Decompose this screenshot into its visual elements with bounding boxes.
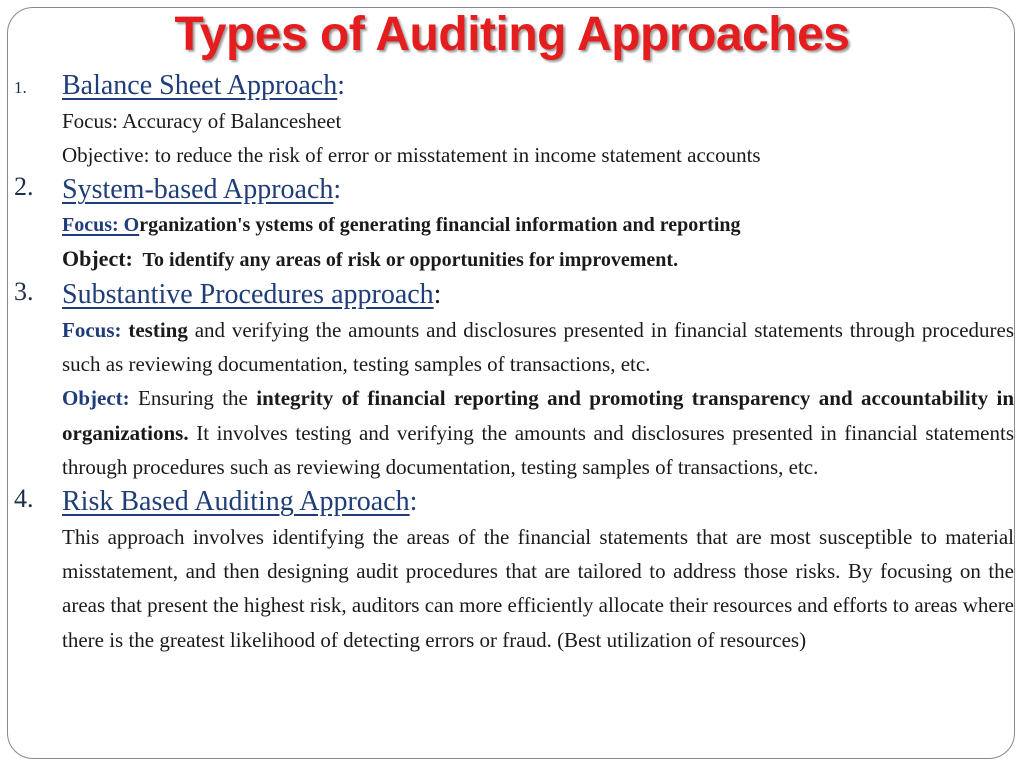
heading-colon: : [333, 174, 342, 205]
heading-colon: : [409, 486, 418, 518]
section-risk-based [14, 484, 1014, 657]
section-substantive [14, 277, 1014, 484]
focus-bold: testing [128, 318, 188, 342]
object-pre: Ensuring the [138, 386, 248, 411]
page-title: Types of Auditing Approaches [174, 8, 850, 61]
object-line [62, 242, 1014, 277]
object-label: Object: [62, 246, 133, 271]
body-paragraph: This approach involves identifying the areas of the financial statements that are most susceptible to material misstatement, and then designing audit procedures that are tailored to address those risks. By focusing on the areas that present the highest risk, auditors can more efficiently allocate their resources and efforts to areas where there is the greatest likelihood of detecting errors or fraud. (Best utilization of resources) [62, 525, 1015, 652]
section-heading [62, 172, 1014, 208]
section-heading-text: System-based Approach [62, 174, 334, 205]
object-label: Object: [62, 386, 130, 411]
section-heading-text: Substantive Procedures approach [62, 279, 434, 310]
object-rest: It involves testing and verifying the amounts and disclosures presented in financial statements through procedures such as reviewing documentation, testing samples of transactions, etc. [62, 420, 1015, 479]
section-number: 3. [14, 277, 34, 306]
object-text: To identify any areas of risk or opportunities for improvement. [142, 249, 679, 271]
focus-text: rganization's ystems of generating financial information and reporting [139, 214, 741, 236]
objective-line: Objective: to reduce the risk of error or misstatement in income statement accounts [62, 143, 761, 167]
section-number: 2. [14, 172, 34, 201]
section-heading [62, 484, 1014, 520]
section-heading-text: Risk Based Auditing Approach [62, 486, 410, 518]
section-heading [62, 277, 1014, 313]
section-heading [62, 68, 1014, 104]
section-system-based [14, 172, 1014, 277]
slide-content [14, 68, 1014, 657]
section-balance-sheet [14, 68, 1014, 172]
heading-colon: : [337, 70, 346, 101]
section-number: 4. [14, 484, 34, 514]
object-paragraph [62, 381, 1014, 484]
focus-paragraph [62, 313, 1014, 381]
focus-label: Focus: O [62, 214, 140, 236]
focus-label: Focus: [62, 318, 122, 342]
section-heading-text: Balance Sheet Approach [62, 70, 338, 101]
focus-line: Focus: Accuracy of Balancesheet [62, 109, 342, 133]
object-bold: integrity of financial reporting and promoting transparency and accountability in organizations. [62, 386, 1015, 445]
focus-rest: and verifying the amounts and disclosures presented in financial statements through procedures such as reviewing documentation, testing samples of transactions, etc. [62, 318, 1015, 377]
heading-colon: : [433, 279, 442, 310]
focus-line [62, 208, 1014, 242]
section-number: 1. [14, 78, 27, 97]
